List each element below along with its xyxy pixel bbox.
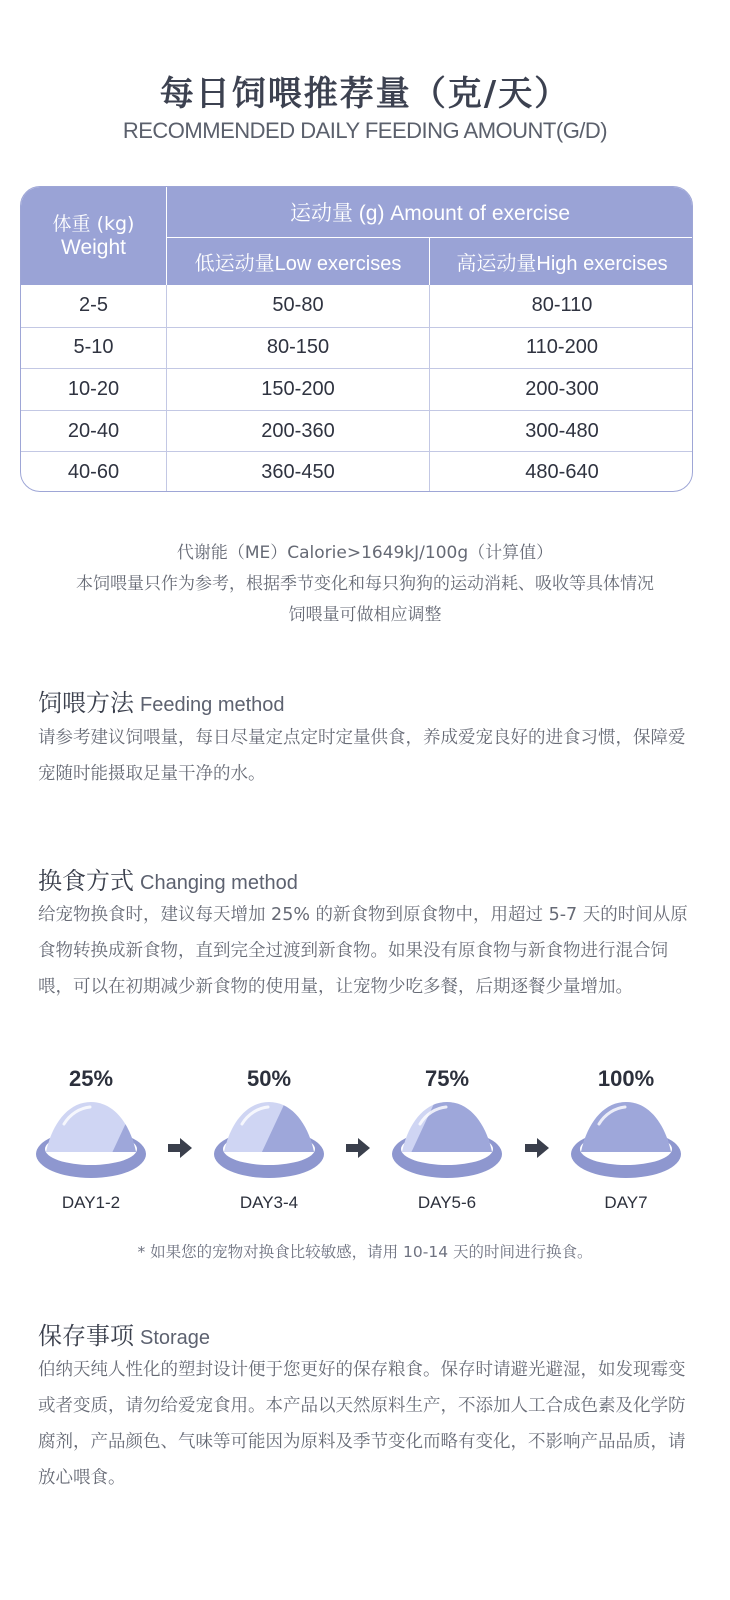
feeding-method-text: 请参考建议饲喂量，每日尽量定点定时定量供食，养成爱宠良好的进食习惯，保障爱宠随时能摄取足量干净的水。 xyxy=(38,728,686,784)
table-row xyxy=(21,451,693,492)
arrow-right-icon xyxy=(345,1138,371,1158)
arrow-right-icon xyxy=(167,1138,193,1158)
feeding-method-title-en: Feeding method xyxy=(140,694,285,716)
weight-cell: 2-5 xyxy=(79,294,108,317)
food-bowl-icon xyxy=(34,1094,148,1182)
page-subtitle: RECOMMENDED DAILY FEEDING AMOUNT(G/D) xyxy=(122,118,608,143)
step-percent: 50% xyxy=(246,1066,292,1091)
weight-cell: 5-10 xyxy=(73,336,114,359)
weight-header xyxy=(21,187,166,285)
weight-header-en: Weight xyxy=(61,236,126,259)
table-row xyxy=(21,285,693,327)
changing-method-title-en: Changing method xyxy=(140,872,298,894)
low-exercise-cell: 360-450 xyxy=(261,461,335,484)
feeding-method-heading xyxy=(38,683,285,718)
table-row xyxy=(21,368,693,410)
table-row xyxy=(21,327,693,369)
storage-heading xyxy=(38,1316,210,1351)
feeding-method-title-cn: 饲喂方法 xyxy=(38,689,134,717)
low-exercise-cell: 150-200 xyxy=(261,377,335,400)
high-exercise-cell: 110-200 xyxy=(526,336,598,359)
step-percent: 100% xyxy=(597,1066,655,1091)
changing-method-title-cn: 换食方式 xyxy=(38,867,134,895)
reference-note: 本饲喂量只作为参考，根据季节变化和每只狗狗的运动消耗、吸收等具体情况 xyxy=(76,574,654,594)
weight-header-cn: 体重 (kg) xyxy=(52,213,135,235)
sensitive-pet-footnote: * 如果您的宠物对换食比较敏感，请用 10-14 天的时间进行换食。 xyxy=(137,1243,593,1261)
step-day: DAY5-6 xyxy=(417,1193,477,1212)
step-day: DAY3-4 xyxy=(239,1193,299,1212)
changing-method-heading xyxy=(38,861,298,896)
column-divider xyxy=(429,285,430,492)
food-bowl-icon xyxy=(569,1094,683,1182)
food-bowl-icon xyxy=(212,1094,326,1182)
step-percent: 75% xyxy=(424,1066,470,1091)
step-day: DAY7 xyxy=(604,1193,648,1212)
high-exercise-cell: 200-300 xyxy=(525,377,599,400)
column-divider xyxy=(166,285,167,492)
weight-cell: 20-40 xyxy=(67,419,120,442)
changing-method-text: 给宠物换食时，建议每天增加 25% 的新食物到原食物中，用超过 5-7 天的时间从原食物转换成新食物，直到完全过渡到新食物。如果没有原食物与新食物进行混合饲喂，可以在初期减少新食物的使用量，让宠物少吃多餐，后期逐餐少量增加。 xyxy=(38,905,688,997)
step-day: DAY1-2 xyxy=(61,1193,121,1212)
storage-title-en: Storage xyxy=(140,1327,211,1349)
table-body xyxy=(21,285,693,492)
low-exercise-header: 低运动量Low exercises xyxy=(194,253,402,275)
low-exercise-cell: 200-360 xyxy=(261,419,335,442)
step-percent: 25% xyxy=(68,1066,114,1091)
high-exercise-cell: 80-110 xyxy=(531,294,593,317)
feeding-table xyxy=(20,186,693,492)
table-row xyxy=(21,410,693,452)
high-exercise-cell: 300-480 xyxy=(525,419,599,442)
storage-text: 伯纳天纯人性化的塑封设计便于您更好的保存粮食。保存时请避光避湿，如发现霉变或者变质，请勿给爱宠食用。本产品以天然原料生产，不添加人工合成色素及化学防腐剂，产品颜色、气味等可能因为原料及季节变化而略有变化，不影响产品品质，请放心喂食。 xyxy=(38,1360,686,1488)
low-exercise-cell: 50-80 xyxy=(272,294,324,317)
high-exercise-cell: 480-640 xyxy=(525,461,599,484)
exercise-header: 运动量 (g) Amount of exercise xyxy=(289,202,571,225)
calorie-note: 代谢能（ME）Calorie>1649kJ/100g（计算值） xyxy=(176,543,554,563)
weight-cell: 10-20 xyxy=(67,377,120,400)
weight-cell: 40-60 xyxy=(67,461,120,484)
page-title: 每日饲喂推荐量（克/天） xyxy=(159,74,571,114)
adjust-note: 饲喂量可做相应调整 xyxy=(288,605,442,625)
food-bowl-icon xyxy=(390,1094,504,1182)
low-exercise-cell: 80-150 xyxy=(266,336,330,359)
arrow-right-icon xyxy=(524,1138,550,1158)
high-exercise-header: 高运动量High exercises xyxy=(456,253,668,275)
table-header xyxy=(21,187,693,285)
storage-title-cn: 保存事项 xyxy=(38,1322,134,1350)
